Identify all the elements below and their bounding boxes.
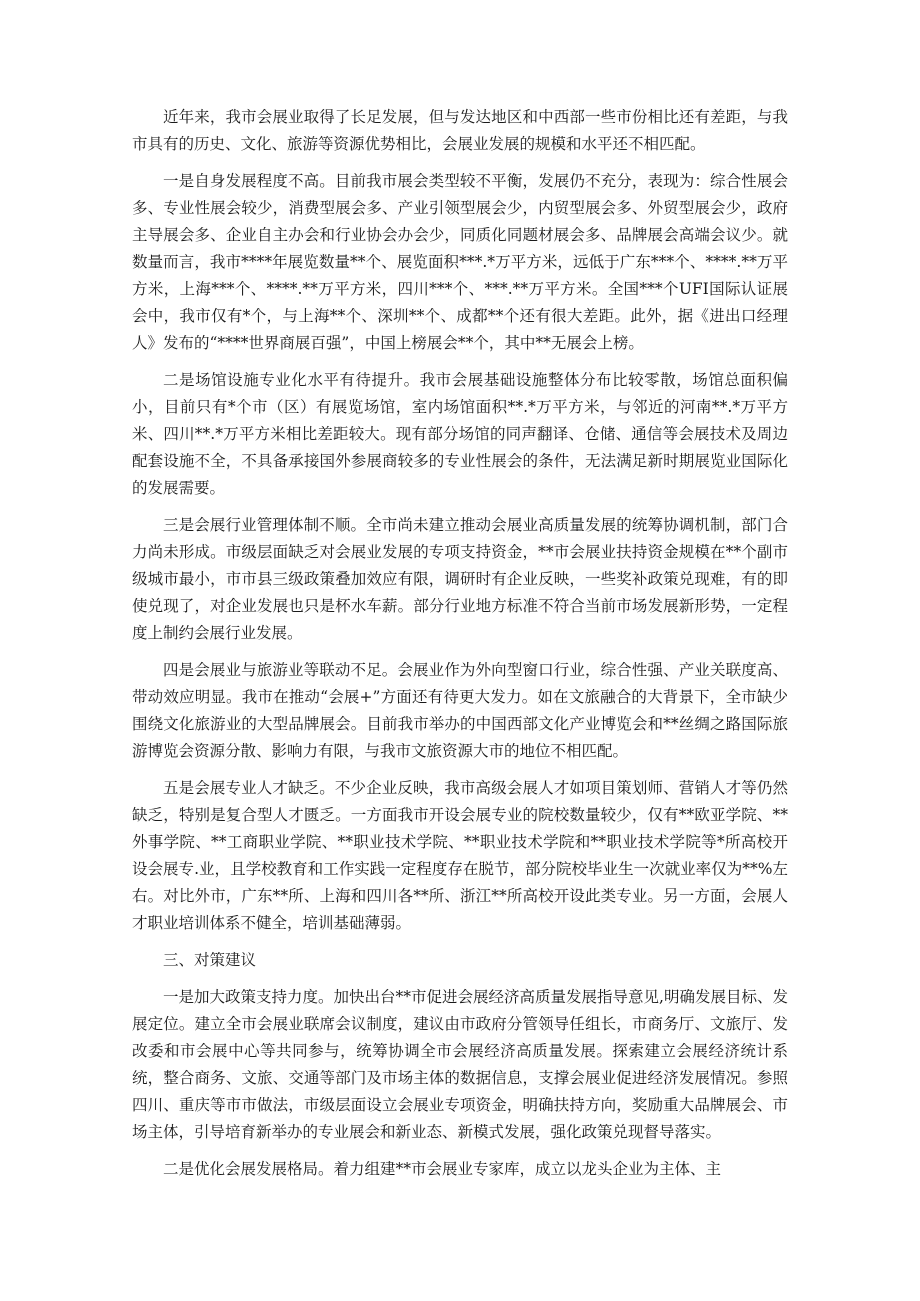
paragraph-issue-1: 一是自身发展程度不高。目前我市展会类型较不平衡，发展仍不充分，表现为：综合性展会多、专业性展会较少，消费型展会多、产业引领型展会少，内贸型展会多、外贸型展会少，政府主导展会多、企业自主办会和行业协会办会少，同质化同题材展会多、品牌展会高端会议少。就数量而言，我市****年展览数量**个、展览面积***.*万平方米，远低于广东***个、****.**万平方米，上海***个、****.**万平方米，四川***个、***.**万平方米。全国***个UFI国际认证展会中，我市仅有*个，与上海**个、深圳**个、成都**个还有很大差距。此外，据《进出口经理人》发布的“****世界商展百强”，中国上榜展会**个，其中**无展会上榜。 — [132, 172, 788, 352]
paragraph-intro: 近年来，我市会展业取得了长足发展，但与发达地区和中西部一些市份相比还有差距，与我市具有的历史、文化、旅游等资源优势相比，会展业发展的规模和水平还不相匹配。 — [132, 108, 788, 153]
paragraph-issue-4: 四是会展业与旅游业等联动不足。会展业作为外向型窗口行业，综合性强、产业关联度高、带动效应明显。我市在推动“会展+”方面还有待更大发力。如在文旅融合的大背景下，全市缺少围绕文化旅游业的大型品牌展会。目前我市举办的中国西部文化产业博览会和**丝绸之路国际旅游博览会资源分散、影响力有限，与我市文旅资源大市的地位不相匹配。 — [132, 661, 788, 760]
paragraph-issue-2: 二是场馆设施专业化水平有待提升。我市会展基础设施整体分布比较零散，场馆总面积偏小，目前只有*个市（区）有展览场馆，室内场馆面积**.*万平方米，与邻近的河南**.*万平方米、四川**.*万平方米相比差距较大。现有部分场馆的同声翻译、仓储、通信等会展技术及周边配套设施不全，不具备承接国外参展商较多的专业性展会的条件，无法满足新时期展览业国际化的发展需要。 — [132, 371, 788, 497]
section-heading: 三、对策建议 — [163, 951, 257, 969]
paragraph-suggestion-1: 一是加大政策支持力度。加快出台**市促进会展经济高质量发展指导意见,明确发展目标、发展定位。建立全市会展业联席会议制度，建议由市政府分管领导任组长，市商务厅、文旅厅、发改委和市会展中心等共同参与，统筹协调全市会展经济高质量发展。探索建立会展经济统计系统，整合商务、文旅、交通等部门及市场主体的数据信息，支撑会展业促进经济发展情况。参照四川、重庆等市市做法，市级层面设立会展业专项资金，明确扶持方向，奖励重大品牌展会、市场主体，引导培育新举办的专业展会和新业态、新模式发展，强化政策兑现督导落实。 — [132, 988, 788, 1141]
paragraph-issue-3: 三是会展行业管理体制不顺。全市尚未建立推动会展业高质量发展的统筹协调机制，部门合力尚未形成。市级层面缺乏对会展业发展的专项支持资金，**市会展业扶持资金规模在**个副市级城市最小，市市县三级政策叠加效应有限，调研时有企业反映，一些奖补政策兑现难，有的即使兑现了，对企业发展也只是杯水车薪。部分行业地方标准不符合当前市场发展新形势，一定程度上制约会展行业发展。 — [132, 516, 788, 642]
paragraph-suggestion-2: 二是优化会展发展格局。着力组建**市会展业专家库，成立以龙头企业为主体、主 — [163, 1160, 722, 1178]
document-body — [132, 104, 788, 1193]
paragraph-issue-5: 五是会展专业人才缺乏。不少企业反映，我市高级会展人才如项目策划师、营销人才等仍然缺乏，特别是复合型人才匮乏。一方面我市开设会展专业的院校数量较少，仅有**欧亚学院、**外事学院、**工商职业学院、**职业技术学院、**职业技术学院和**职业技术学院等*所高校开设会展专.业，且学校教育和工作实践一定程度存在脱节，部分院校毕业生一次就业率仅为**%左右。对比外市，广东**所、上海和四川各**所、浙江**所高校开设此类专业。另一方面，会展人才职业培训体系不健全，培训基础薄弱。 — [132, 779, 788, 932]
